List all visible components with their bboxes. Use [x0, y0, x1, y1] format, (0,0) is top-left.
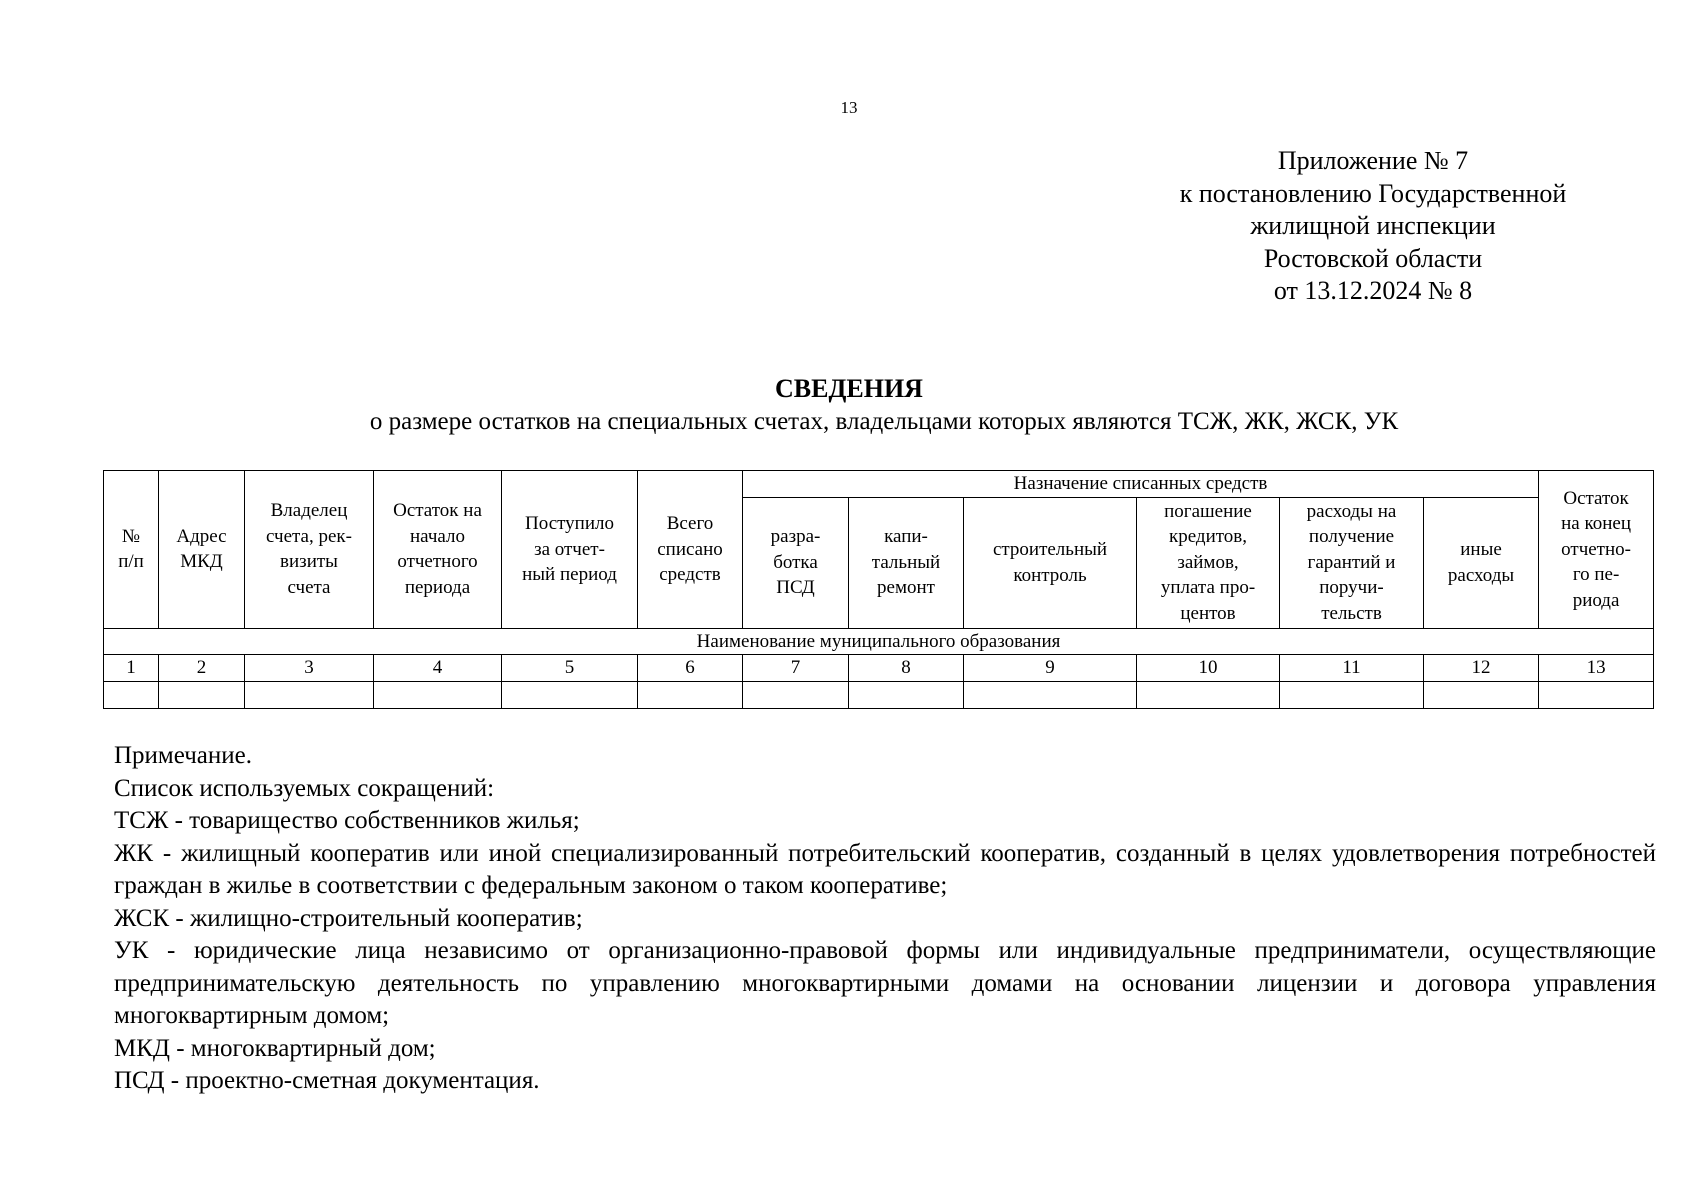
empty-cell: [849, 681, 964, 708]
notes-section: [114, 740, 1656, 1098]
header-cell-total-written-off: Всего списано средств: [638, 471, 743, 629]
report-table: [103, 470, 1654, 709]
notes-heading: Примечание.: [114, 742, 253, 769]
abbreviation-item: МКД - многоквартирный дом;: [114, 1034, 436, 1062]
appendix-line: жилищной инспекции: [1250, 211, 1496, 240]
document-subtitle: о размере остатков на специальных счетах, владельцами которых являются ТСЖ, ЖК, ЖСК, УК: [369, 408, 1399, 435]
column-number-cell: 13: [1539, 655, 1654, 682]
empty-cell: [964, 681, 1137, 708]
column-number-cell: 5: [502, 655, 638, 682]
appendix-line: Приложение № 7: [1277, 146, 1469, 175]
header-cell-loan-repayment: погашение кредитов, займов, уплата про- центов: [1137, 497, 1280, 628]
empty-cell: [245, 681, 374, 708]
empty-cell: [743, 681, 849, 708]
document-title: СВЕДЕНИЯ: [775, 374, 923, 403]
column-number-cell: 8: [849, 655, 964, 682]
page-number: 13: [840, 98, 858, 117]
empty-cell: [502, 681, 638, 708]
header-cell-closing-balance: Остаток на конец отчетно- го пе- риода: [1539, 471, 1654, 629]
empty-cell: [1280, 681, 1424, 708]
header-cell-address: Адрес МКД: [159, 471, 245, 629]
municipality-cell: Наименование муниципального образования: [104, 628, 1654, 655]
empty-cell: [104, 681, 159, 708]
empty-data-row: [104, 681, 1654, 708]
empty-cell: [374, 681, 502, 708]
header-cell-psd: разра- ботка ПСД: [743, 497, 849, 628]
column-number-cell: 3: [245, 655, 374, 682]
header-cell-group-purpose: Назначение списанных средств: [743, 471, 1539, 498]
header-cell-number: № п/п: [104, 471, 159, 629]
column-number-cell: 6: [638, 655, 743, 682]
abbreviation-item: ПСД - проектно-сметная документация.: [114, 1067, 540, 1094]
abbreviation-item: ТСЖ - товарищество собственников жилья;: [114, 807, 580, 834]
column-number-row: [104, 655, 1654, 682]
column-number-cell: 4: [374, 655, 502, 682]
column-number-cell: 11: [1280, 655, 1424, 682]
abbreviation-item: ЖСК - жилищно-строительный кооператив;: [114, 904, 583, 932]
column-number-cell: 12: [1424, 655, 1539, 682]
municipality-row: [104, 628, 1654, 655]
header-cell-opening-balance: Остаток на начало отчетного периода: [374, 471, 502, 629]
empty-cell: [1539, 681, 1654, 708]
table-header-row: [104, 471, 1654, 498]
abbreviations-title: Список используемых сокращений:: [114, 774, 495, 802]
header-cell-other-expenses: иные расходы: [1424, 497, 1539, 628]
appendix-line: Ростовской области: [1263, 243, 1483, 273]
appendix-block: [1150, 145, 1596, 308]
column-number-cell: 9: [964, 655, 1137, 682]
empty-cell: [638, 681, 743, 708]
appendix-line: к постановлению Государственной: [1179, 178, 1567, 208]
header-cell-capital-repair: капи- тальный ремонт: [849, 497, 964, 628]
empty-cell: [1424, 681, 1539, 708]
abbreviation-item: ЖК - жилищный кооператив или иной специализированный потребительский кооператив, созданный в целях удовлетворения потребностей граждан в жилье в соответствии с федеральным законом о таком кооперативе;: [114, 839, 1656, 899]
header-cell-received: Поступило за отчет- ный период: [502, 471, 638, 629]
header-cell-construction-control: строительный контроль: [964, 497, 1137, 628]
column-number-cell: 2: [159, 655, 245, 682]
header-cell-owner: Владелец счета, рек- визиты счета: [245, 471, 374, 629]
empty-cell: [159, 681, 245, 708]
column-number-cell: 10: [1137, 655, 1280, 682]
header-cell-guarantees: расходы на получение гарантий и поручи- тельств: [1280, 497, 1424, 628]
appendix-line: от 13.12.2024 № 8: [1273, 276, 1473, 305]
column-number-cell: 1: [104, 655, 159, 682]
abbreviation-item: УК - юридические лица независимо от организационно-правовой формы или индивидуальные предприниматели, осуществляющие предпринимательскую деятельность по управлению многоквартирными домами на основании лицензии и договора управления многоквартирным домом;: [114, 937, 1656, 1029]
column-number-cell: 7: [743, 655, 849, 682]
empty-cell: [1137, 681, 1280, 708]
